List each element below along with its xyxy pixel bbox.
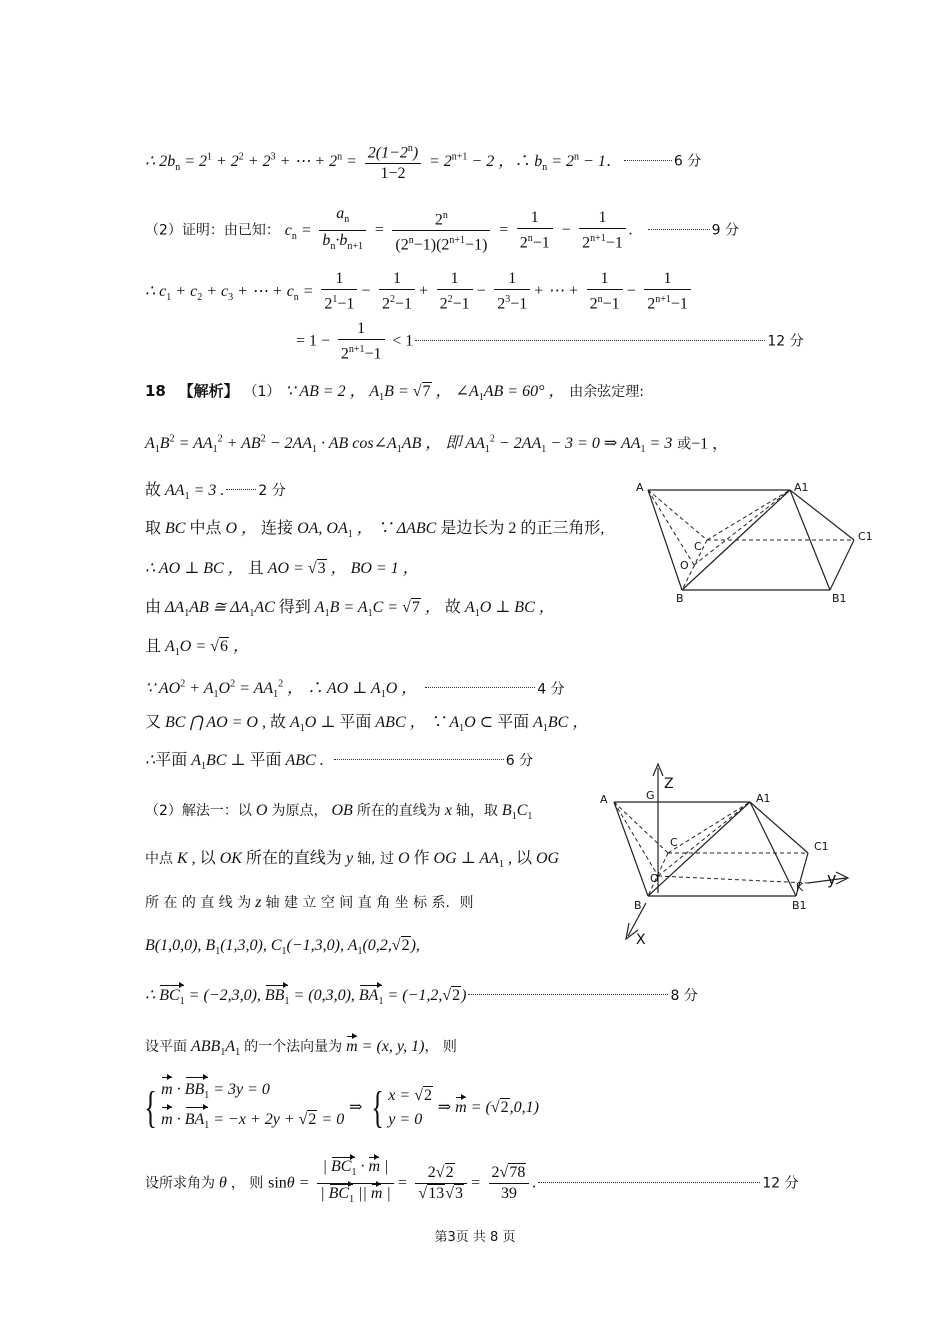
label-A: A xyxy=(636,481,644,494)
midpoint-o-line: 取 BC 中点 O ， 连接 OA, $OA_1$ ， ∵ ΔABC 是边长为 2 的正三角形, xyxy=(145,520,605,541)
prism-figure-1 xyxy=(632,478,892,613)
congruent-triangles: 由 $\Delta A_1AB$ ≅ $\Delta A_1AC$ 得到 $A_1B = A_1C = √7$ ， 故 $A_1O$ ⊥ BC ， xyxy=(145,599,555,620)
label-C1: C1 xyxy=(858,530,873,543)
label-B1: B1 xyxy=(832,592,847,605)
method-one-line2: 中点 K , 以 OK 所在的直线为 y 轴, 过 O 作 OG ⊥ $AA_1$ , 以 OG xyxy=(145,850,560,871)
ao-perp-bc: ∴ AO ⊥ BC ， 且 AO = √3 ， BO = 1 ， xyxy=(145,560,419,577)
method-one-line1: （2）解法一：以 O 为原点， OB 所在的直线为 x 轴，取 $B_1C_1$ xyxy=(145,802,533,823)
vectors: ∴ $BC_1 = (-2,3,0)$, $BB_1 = (0,3,0)$, $BA_1 = (-1,2,√2)$ 8 分 xyxy=(145,985,698,1012)
label-C1: C1 xyxy=(814,840,829,853)
label-A: A xyxy=(600,793,608,806)
line-telescoping-sum: ∴ $c_1 + c_2 + c_3$ + ⋯ + $c_n$ = $\frac{1}{2^1-1}$ − $\frac{1}{2^2-1}$ + $\frac{1}{2^2-1}$ − $\frac{1}{2^3-1}$ + ⋯ + $\frac{1}{2^n-1}$ − $\frac{1}{2^{n+1}-1}$ xyxy=(145,270,694,313)
hidden-edge-c-a1 xyxy=(707,490,790,540)
question-number: 18 xyxy=(145,382,166,400)
label-A1: A1 xyxy=(794,481,809,494)
edge-a1-c1 xyxy=(750,802,808,853)
label-O: O xyxy=(650,872,659,885)
label-B1: B1 xyxy=(792,899,807,912)
score-9: 9 分 xyxy=(711,222,739,239)
label-X: X xyxy=(636,932,646,948)
hidden-edge-a-c xyxy=(614,802,668,853)
label-O: O xyxy=(680,559,689,572)
normal-vector-system: { $m \cdot BB_1 = 3y = 0$ $m \cdot BA_1 = -x + 2y + √2 = 0$ ⇒ { x = √2 y = 0 ⇒ m = (√2,0,1) xyxy=(140,1078,539,1138)
edge-c1-b1 xyxy=(830,540,854,590)
coordinates: B(1,0,0), $B_1(1,3,0)$, $C_1(-1,3,0)$, $A_1(0,2,√2)$, xyxy=(145,937,420,958)
label-B: B xyxy=(634,899,642,912)
angle-result: 设所求角为 θ ， 则 sinθ = $\frac{| BC_1 \cdot m |}{| BC_1 || m |}$ = $\frac{2√2}{√13√3}$ = $\frac{2√78}{39}$ . 12 分 xyxy=(145,1158,799,1209)
hidden-edge-a-o xyxy=(614,802,658,876)
pythagoras-check: ∵ $AO^2 + A_1O^2 = AA_1^2$ ， ∴ AO ⊥ $A_1O$ ， 4 分 xyxy=(145,679,565,701)
line-result-less-than-one: = 1 − $\frac{1}{2^{n+1}-1}$ < 1 12 分 xyxy=(296,320,804,363)
a1o-perp-plane: 又 BC ⋂ AO = O , 故 $A_1O$ ⊥ 平面 ABC ， ∵ $A_1O$ ⊂ 平面 $A_1BC$ ， xyxy=(145,714,589,735)
score-12: 12 分 xyxy=(767,333,804,350)
hidden-edge-o-k xyxy=(658,876,808,883)
method-one-line3: 所 在 的 直 线 为 z 轴 建 立 空 间 直 角 坐 标 系．则 xyxy=(145,894,474,911)
label-K: K xyxy=(796,881,804,894)
normal-vector-intro: 设平面 $ABB_1A_1$ 的一个法向量为 m = (x, y, 1)， 则 xyxy=(145,1038,457,1059)
a1o-length: 且 $A_1O = √6$ ， xyxy=(145,638,249,659)
line-cn-definition: （2）证明：由已知： $c_n$ = $\frac{a_n}{b_n\cdot b_{n+1}}$ = $\frac{2^n}{(2^n-1)(2^{n+1}-1)}$ = $\frac{1}{2^n-1}$ − $\frac{1}{2^{n+1}-1}$ . 9 分 xyxy=(145,205,739,254)
hidden-edge-a-o xyxy=(648,490,694,565)
line-bn-sum: ∴ $2b_n = 2^1 + 2^2 + 2^3$ + ⋯ + $2^n$ = $\frac{2(1-2^n)}{1-2}$ = $2^{n+1} - 2$ ，∴ $b_n = 2^n - 1$． 6 分 xyxy=(145,140,701,183)
label-A1: A1 xyxy=(756,792,771,805)
cosine-law-equation: $A_1B^2 = AA_1^2 + AB^2 - 2AA_1$ · AB $\cos\angle A_1AB$ ， 即 $AA_1^2 - 2AA_1 - 3 = 0$ ⇒ $AA_1 = 3$ 或−1 ， xyxy=(145,434,729,456)
hidden-edge-c-a1 xyxy=(668,802,750,853)
q18-header: 18 【解析】 （1） ∵ AB = 2 ， $A_1B = √7$ ， $\angle A_1AB = 60^\circ$ ， 由余弦定理: xyxy=(145,382,644,404)
label-y: y xyxy=(827,869,837,888)
edge-b-a1 xyxy=(648,802,750,896)
label-B: B xyxy=(676,592,684,605)
label-Z: Z xyxy=(664,776,674,792)
aa1-result: 故 $AA_1 = 3$ . 2 分 xyxy=(145,482,286,503)
label-C: C xyxy=(670,836,678,849)
score-6: 6 分 xyxy=(673,153,702,170)
edge-a-b xyxy=(614,802,648,896)
hidden-edge-o-a1 xyxy=(694,490,790,565)
edge-a1-b1 xyxy=(750,802,796,896)
label-C: C xyxy=(694,540,702,553)
label-G: G xyxy=(646,789,655,802)
plane-perp-conclusion: ∴平面 $A_1BC$ ⊥ 平面 ABC . 6 分 xyxy=(145,752,534,773)
prism-figure-2 xyxy=(598,758,858,958)
page-footer: 第3页 共 8 页 xyxy=(434,1230,516,1245)
analysis-tag: 【解析】 xyxy=(178,382,239,400)
